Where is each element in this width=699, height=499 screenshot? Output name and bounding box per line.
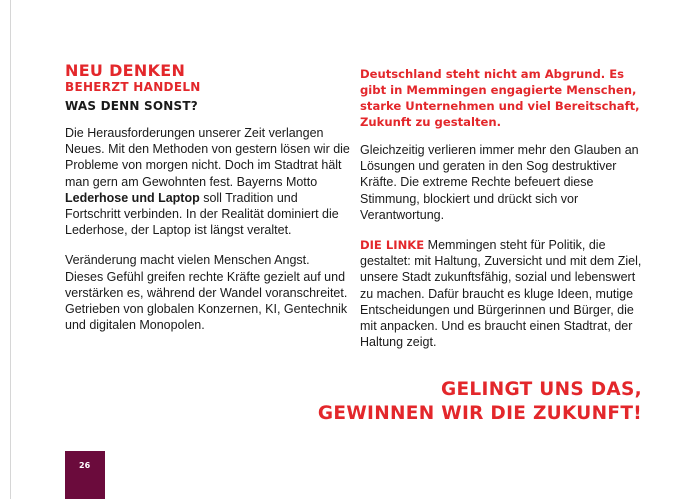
- question-heading: WAS DENN SONST?: [65, 99, 198, 113]
- page-number-box: [65, 451, 105, 499]
- lead-statement: Deutschland steht nicht am Abgrund. Es gibt in Memmingen engagierte Menschen, starke Unternehmen und viel Bereitschaft, Zukunft zu gestalten.: [360, 67, 640, 129]
- left-column: [65, 62, 350, 333]
- page-edge-line: [10, 0, 11, 499]
- page-number: 26: [79, 461, 91, 470]
- right-paragraph-1: Gleichzeitig verlieren immer mehr den Glauben an Lösungen und geraten in den Sog destruktiver Kräfte. Die extreme Rechte befeuert diese Stimmung, blockiert und drückt sich vor Verantwortung.: [360, 143, 639, 222]
- left-paragraph-2: Veränderung macht vielen Menschen Angst. Dieses Gefühl greifen rechte Kräfte gezielt auf und verstärken es, während der Wandel voranschreitet. Getrieben von globalen Konzernen, KI, Gentechnik und digitalen Monopolen.: [65, 253, 348, 333]
- right-paragraph-2-text: Memmingen steht für Politik, die gestaltet: mit Haltung, Zuversicht und mit dem Ziel, unsere Stadt zukunftsfähig, sozial und lebenswert zu machen. Dafür braucht es kluge Ideen, mutige Entscheidungen und Bürgerinnen und Bürger, die mit anpacken. Und es braucht einen Stadtrat, der Haltung zeigt.: [360, 238, 642, 350]
- closing-statement: [318, 378, 642, 426]
- left-paragraph-1-part2: soll Tradition und Fortschritt verbinden. In der Realität dominiert die Lederhose, der Laptop ist längst veraltet.: [65, 190, 339, 238]
- right-column: [360, 62, 650, 350]
- main-heading: NEU DENKEN: [65, 61, 186, 80]
- left-paragraph-1: [65, 125, 350, 238]
- sub-heading: BEHERZT HANDELN: [65, 80, 201, 94]
- right-paragraph-2: [360, 237, 650, 350]
- left-paragraph-1-part1: Die Herausforderungen unserer Zeit verlangen Neues. Mit den Methoden von gestern lösen wir die Probleme von morgen nicht. Doch im Stadtrat hält man gern am Gewohnten fest. Bayerns Motto: [65, 126, 350, 189]
- closing-line-2: GEWINNEN WIR DIE ZUKUNFT!: [317, 403, 642, 424]
- left-paragraph-1-bold: Lederhose und Laptop: [65, 190, 200, 205]
- closing-line-1: GELINGT UNS DAS,: [441, 379, 642, 400]
- party-name: DIE LINKE: [360, 238, 425, 253]
